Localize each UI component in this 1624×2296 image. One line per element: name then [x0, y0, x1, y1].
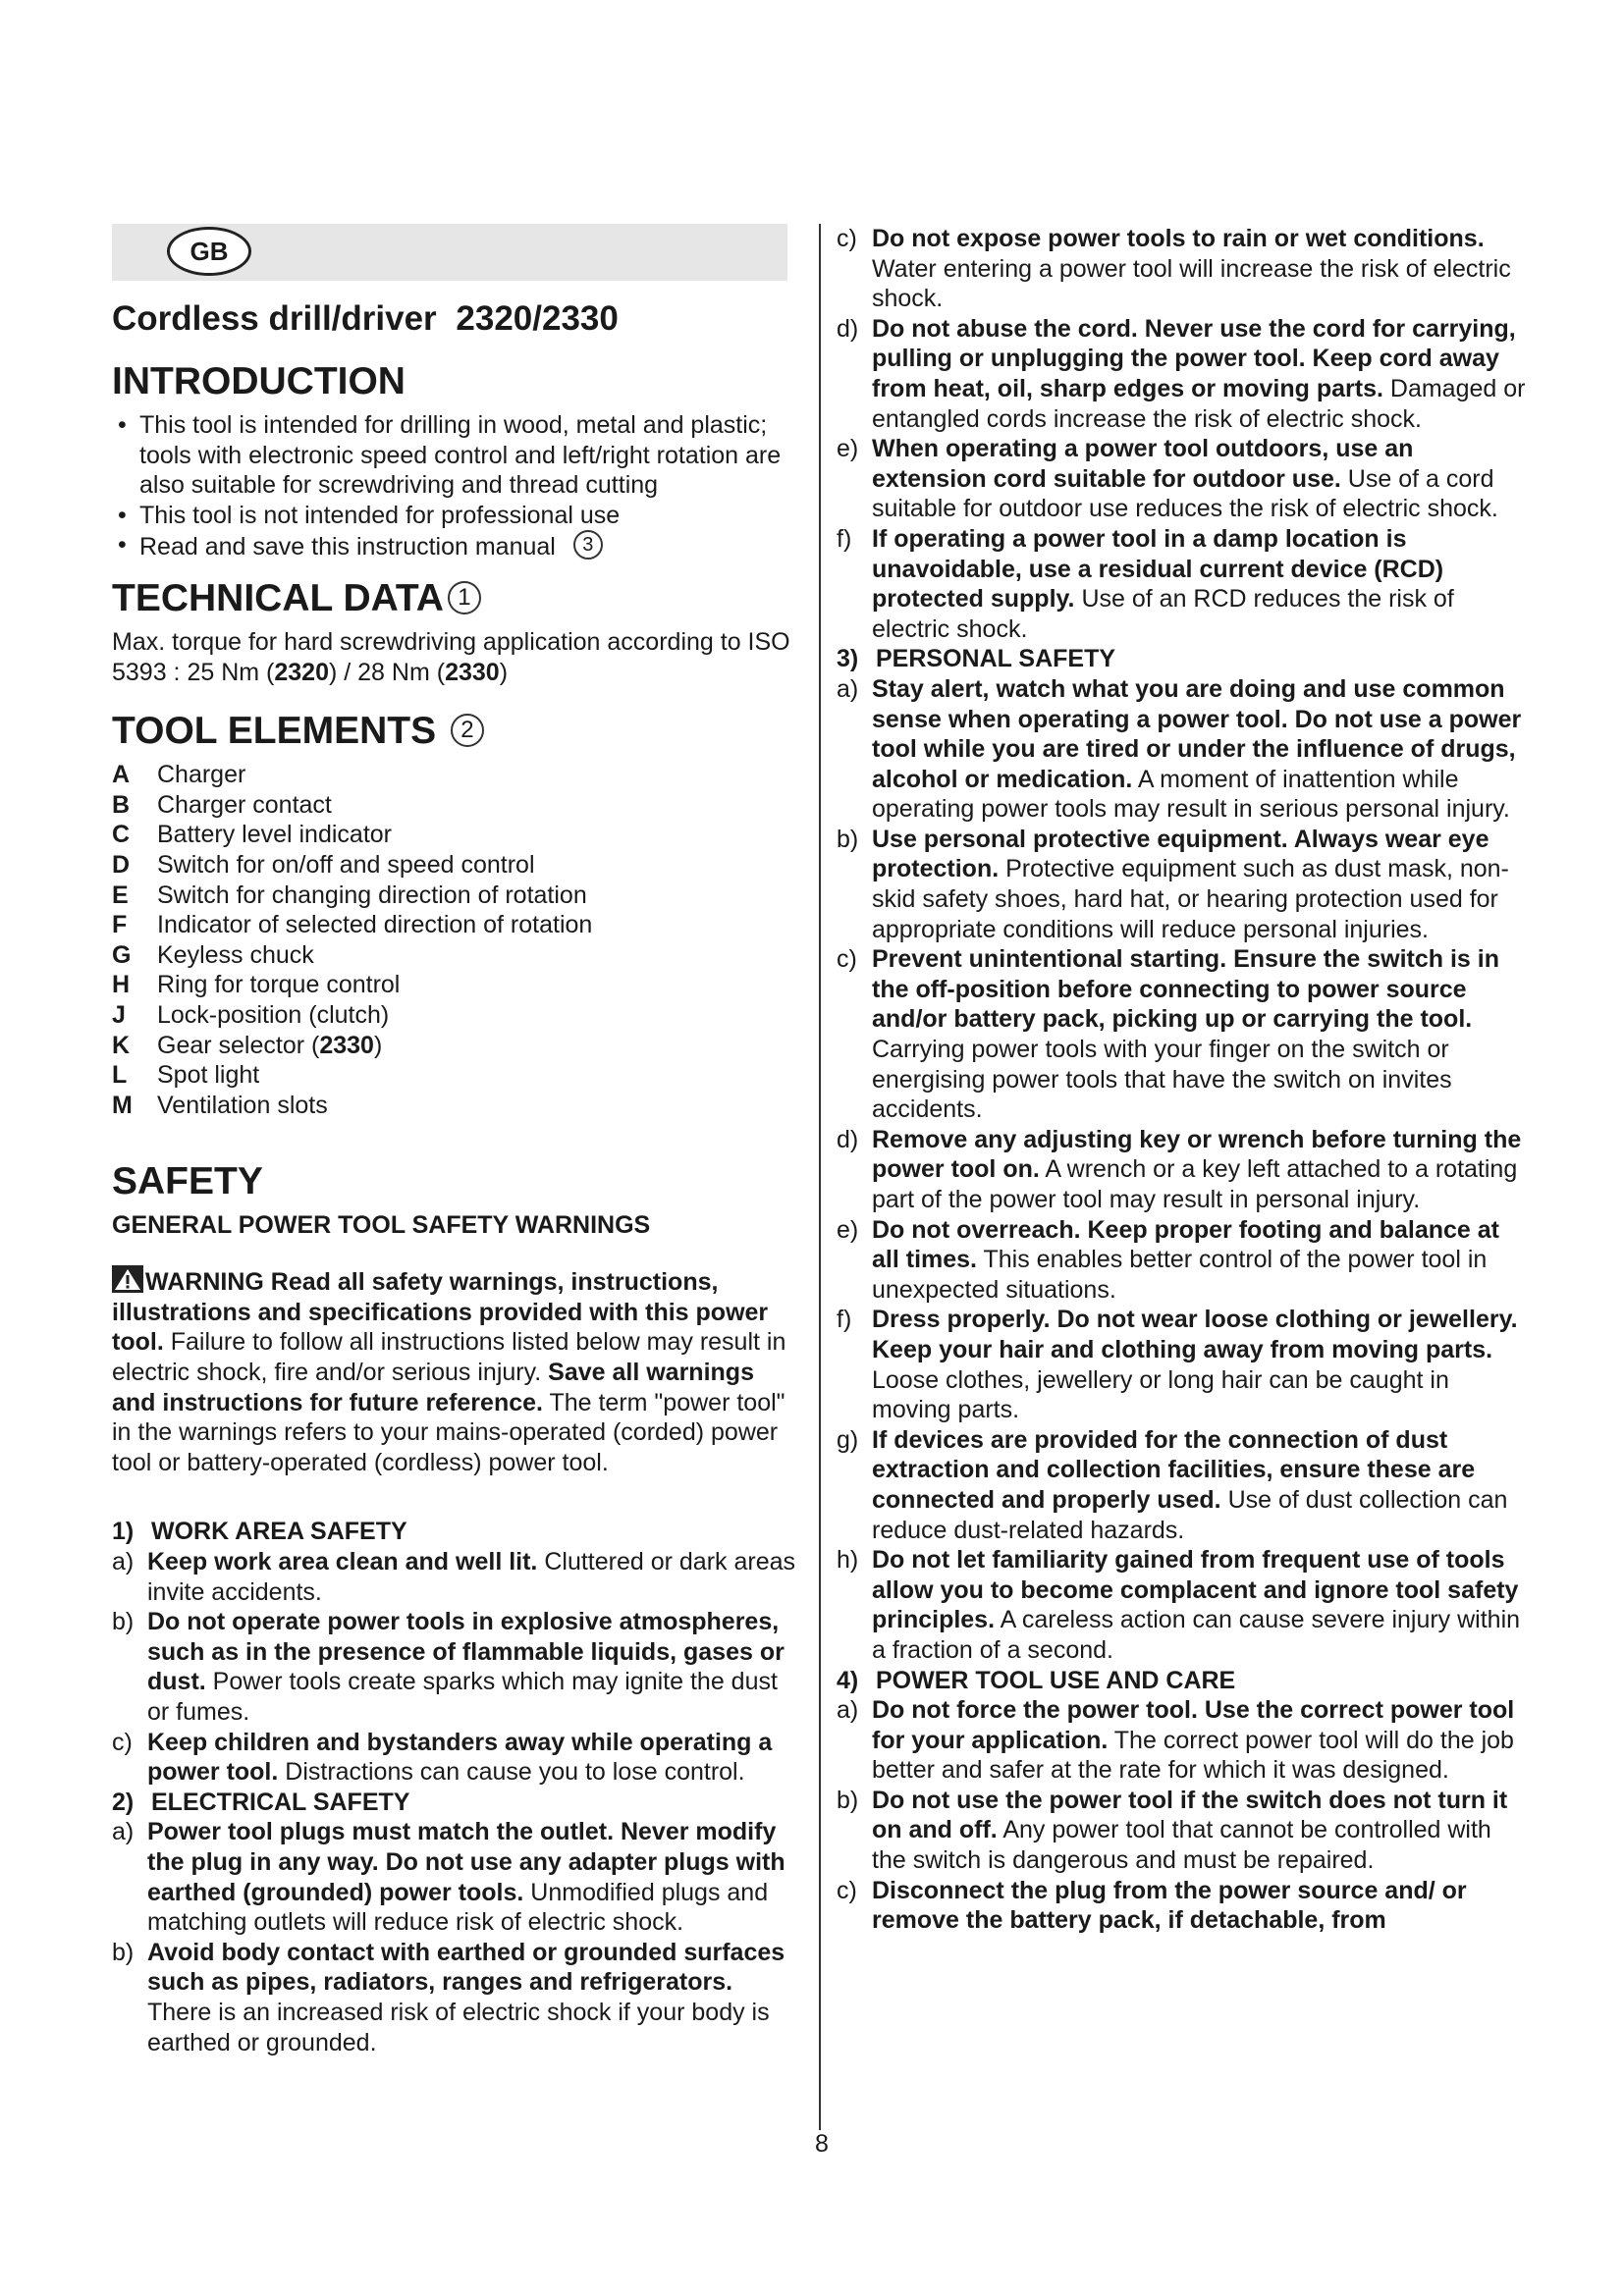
- list-item: D Switch for on/off and speed control: [112, 850, 535, 879]
- list-item: c) Do not expose power tools to rain or wet conditions. Water entering a power tool will increase the risk of electric shock.: [837, 225, 1511, 313]
- tool-elements-heading: TOOL ELEMENTS 2: [112, 709, 799, 754]
- list-item: K Gear selector (2330): [112, 1031, 383, 1059]
- figure-ref-2: 2: [451, 714, 484, 747]
- list-item: c) Disconnect the plug from the power source and/ or remove the battery pack, if detachable, from: [837, 1876, 1467, 1935]
- list-item: L Spot light: [112, 1061, 260, 1090]
- left-column: [112, 224, 799, 2057]
- list-item: • Read and save this instruction manual 3: [112, 530, 799, 562]
- list-item: a) Do not force the power tool. Use the correct power tool for your application. The correct power tool will do the job better and safer at the rate for which it was designed.: [837, 1696, 1515, 1785]
- list-item: A Charger: [112, 761, 246, 789]
- title-models: 2320/2330: [456, 299, 619, 338]
- tool-elements-list: [112, 760, 799, 1120]
- language-bar: [112, 224, 787, 281]
- list-item: b) Do not use the power tool if the switch does not turn it on and off. Any power tool that cannot be controlled with the switch is dangerous and must be repaired.: [837, 1786, 1508, 1875]
- list-item: d) Remove any adjusting key or wrench before turning the power tool on. A wrench or a key left attached to a rotating part of the power tool may result in personal injury.: [837, 1125, 1522, 1213]
- list-item: J Lock-position (clutch): [112, 1000, 390, 1029]
- list-item: C Battery level indicator: [112, 821, 393, 849]
- personal-safety-heading: 3) PERSONAL SAFETY: [837, 645, 1116, 673]
- list-item: f) If operating a power tool in a damp location is unavoidable, use a residual current device (RCD) protected supply. Use of an RCD reduces the risk of electric shock.: [837, 524, 1454, 643]
- title-text: Cordless drill/driver: [112, 299, 437, 338]
- list-item: • This tool is intended for drilling in wood, metal and plastic; tools with electronic speed control and left/right rotation are also suitable for screwdriving and thread cutting: [112, 410, 799, 501]
- list-item: d) Do not abuse the cord. Never use the cord for carrying, pulling or unplugging the power tool. Keep cord away from heat, oil, sharp edges or moving parts. Damaged or entangled cords increase the risk of electric shock.: [837, 314, 1526, 433]
- list-item: h) Do not let familiarity gained from frequent use of tools allow you to become complacent and ignore tool safety principles. A careless action can cause severe injury within a fraction of a second.: [837, 1546, 1521, 1664]
- list-item: F Indicator of selected direction of rotation: [112, 911, 593, 939]
- technical-data-text: Max. torque for hard screwdriving application according to ISO 5393 : 25 Nm (2320) / 28 Nm (2330): [112, 627, 790, 686]
- list-item: b) Do not operate power tools in explosive atmospheres, such as in the presence of flammable liquids, gases or dust. Power tools create sparks which may ignite the dust or fumes.: [112, 1608, 785, 1726]
- list-item: G Keyless chuck: [112, 940, 314, 969]
- list-item: b) Use personal protective equipment. Always wear eye protection. Protective equipment such as dust mask, non-skid safety shoes, hard hat, or hearing protection used for appropriate conditions will reduce personal injuries.: [837, 825, 1509, 943]
- use-care-heading: 4) POWER TOOL USE AND CARE: [837, 1666, 1236, 1694]
- list-item: H Ring for torque control: [112, 971, 401, 999]
- figure-ref-3: 3: [573, 530, 603, 560]
- list-item: M Ventilation slots: [112, 1091, 328, 1119]
- list-item: a) Power tool plugs must match the outlet. Never modify the plug in any way. Do not use any adapter plugs with earthed (grounded) power tools. Unmodified plugs and matching outlets will reduce risk of electric shock.: [112, 1818, 785, 1937]
- work-area-heading: 1) WORK AREA SAFETY: [112, 1518, 407, 1546]
- figure-ref-1: 1: [448, 581, 481, 614]
- list-item: f) Dress properly. Do not wear loose clothing or jewellery. Keep your hair and clothing away from moving parts. Loose clothes, jewellery or long hair can be caught in moving parts.: [837, 1306, 1518, 1424]
- general-warning: WARNING Read all safety warnings, instructions, illustrations and specifications provided with this power tool. Failure to follow all instructions listed below may result in electric shock, fire and/or serious injury. Save all warnings and instructions for future reference. The term "power tool" in the warnings refers to your mains-operated (corded) power tool or battery-operated (cordless) power tool.: [112, 1265, 799, 1477]
- list-item: b) Avoid body contact with earthed or grounded surfaces such as pipes, radiators, ranges and refrigerators. There is an increased risk of electric shock if your body is earthed or grounded.: [112, 1938, 785, 2056]
- list-item: e) Do not overreach. Keep proper footing and balance at all times. This enables better control of the power tool in unexpected situations.: [837, 1215, 1499, 1304]
- list-item: g) If devices are provided for the connection of dust extraction and collection facilities, ensure these are connected and properly used. Use of dust collection can reduce dust-related hazards.: [837, 1425, 1508, 1544]
- safety-subheading: GENERAL POWER TOOL SAFETY WARNINGS: [112, 1211, 651, 1240]
- column-divider: [819, 224, 821, 2158]
- language-badge: GB: [167, 227, 251, 276]
- list-item: B Charger contact: [112, 790, 332, 819]
- list-item: E Switch for changing direction of rotation: [112, 881, 587, 909]
- introduction-heading: INTRODUCTION: [112, 360, 406, 402]
- list-item: a) Keep work area clean and well lit. Cluttered or dark areas invite accidents.: [112, 1548, 796, 1606]
- safety-heading: SAFETY: [112, 1160, 263, 1203]
- list-item: c) Keep children and bystanders away while operating a power tool. Distractions can cause you to lose control.: [112, 1728, 773, 1787]
- warning-icon: [112, 1265, 143, 1293]
- introduction-list: [112, 410, 799, 562]
- electrical-heading: 2) ELECTRICAL SAFETY: [112, 1788, 410, 1816]
- list-item: c) Prevent unintentional starting. Ensure the switch is in the off-position before connecting to power source and/or battery pack, picking up or carrying the tool. Carrying power tools with your finger on the switch or energising power tools that have the switch on invites accidents.: [837, 945, 1499, 1124]
- list-item: a) Stay alert, watch what you are doing and use common sense when operating a power tool. Do not use a power tool while you are tired or under the influence of drugs, alcohol or medication. A moment of inattention while operating power tools may result in serious personal injury.: [837, 674, 1522, 824]
- page-title: [112, 298, 799, 340]
- right-column: [837, 224, 1530, 1936]
- page-number: 8: [811, 2130, 833, 2159]
- list-item: e) When operating a power tool outdoors, use an extension cord suitable for outdoor use. Use of a cord suitable for outdoor use reduces the risk of electric shock.: [837, 435, 1498, 523]
- list-item: • This tool is not intended for professional use: [112, 501, 799, 531]
- technical-data-heading: TECHNICAL DATA 1: [112, 576, 799, 621]
